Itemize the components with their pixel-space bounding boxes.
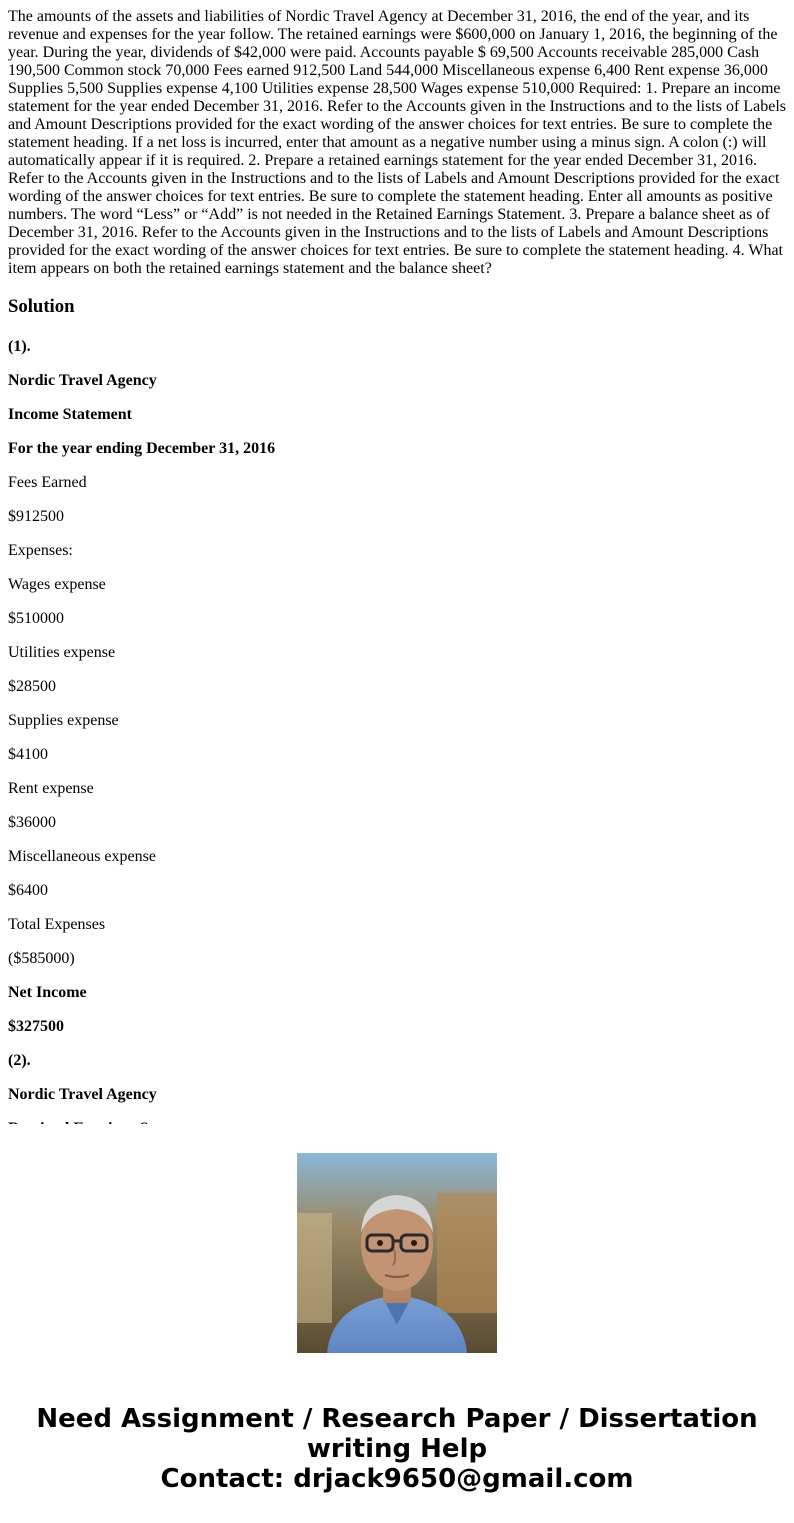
expense-label: Utilities expense — [8, 644, 116, 661]
expense-amount: $4100 — [8, 746, 48, 763]
cta-line: writing Help — [306, 1434, 488, 1464]
statement-period: For the year ending December 31, 2016 — [8, 440, 276, 457]
contact-email[interactable]: Contact: drjack9650@gmail.com — [160, 1464, 634, 1494]
revenue-label: Fees Earned — [8, 474, 87, 491]
company-name: Nordic Travel Agency — [8, 1086, 157, 1103]
promo-banner — [0, 1124, 794, 1523]
company-name: Nordic Travel Agency — [8, 372, 157, 389]
revenue-amount: $912500 — [8, 508, 64, 525]
expense-amount: $36000 — [8, 814, 56, 831]
net-income-amount: $327500 — [8, 1018, 64, 1035]
solution-body — [0, 338, 794, 1138]
expense-amount: $6400 — [8, 882, 48, 899]
part-1-label: (1). — [8, 338, 31, 355]
total-expenses-label: Total Expenses — [8, 916, 106, 933]
part-2-label: (2). — [8, 1052, 31, 1069]
expense-label: Rent expense — [8, 780, 94, 797]
expense-label: Miscellaneous expense — [8, 848, 156, 865]
question-text: The amounts of the assets and liabilities of Nordic Travel Agency at December 31, 2016, the end of the year, and its revenue and expenses for the year follow. The retained earnings were $600,000 on January 1, 2016, the beginning of the year. During the year, dividends of $42,000 were paid. Accounts payable $ 69,500 Accounts receivable 285,000 Cash 190,500 Common stock 70,000 Fees earned 912,500 Land 544,000 Miscellaneous expense 6,400 Rent expense 36,000 Supplies 5,500 Supplies expense 4,100 Utilities expense 28,500 Wages expense 510,000 Required: 1. Prepare an income statement for the year ended December 31, 2016. Refer to the Accounts given in the Instructions and to the lists of Labels and Amount Descriptions provided for the exact wording of the answer choices for text entries. Be sure to complete the statement heading. If a net loss is incurred, enter that amount as a negative number using a minus sign. A colon (:) will automatically appear if it is required. 2. Prepare a retained earnings statement for the year ended December 31, 2016. Refer to the Accounts given in the Instructions and to the lists of Labels and Amount Descriptions provided for the exact wording of the answer choices for text entries. Be sure to complete the statement heading. Enter all amounts as positive numbers. The word “Less” or “Add” is not needed in the Retained Earnings Statement. 3. Prepare a balance sheet as of December 31, 2016. Refer to the Accounts given in the Instructions and to the lists of Labels and Amount Descriptions provided for the exact wording of the answer choices for text entries. Be sure to complete the statement heading. 4. What item appears on both the retained earnings statement and the balance sheet? — [8, 8, 786, 277]
expense-label: Supplies expense — [8, 712, 119, 729]
expenses-label: Expenses: — [8, 542, 73, 559]
cta-line: Need Assignment / Research Paper / Dissertation — [36, 1404, 758, 1434]
expense-label: Wages expense — [8, 576, 106, 593]
total-expenses-amount: ($585000) — [8, 950, 75, 967]
author-avatar — [297, 1153, 497, 1353]
expense-amount: $28500 — [8, 678, 56, 695]
statement-title: Income Statement — [8, 406, 132, 423]
net-income-label: Net Income — [8, 984, 87, 1001]
contact-banner-text — [20, 1404, 774, 1494]
author-portrait-icon — [297, 1153, 497, 1353]
expense-amount: $510000 — [8, 610, 64, 627]
solution-heading: Solution — [8, 296, 75, 317]
